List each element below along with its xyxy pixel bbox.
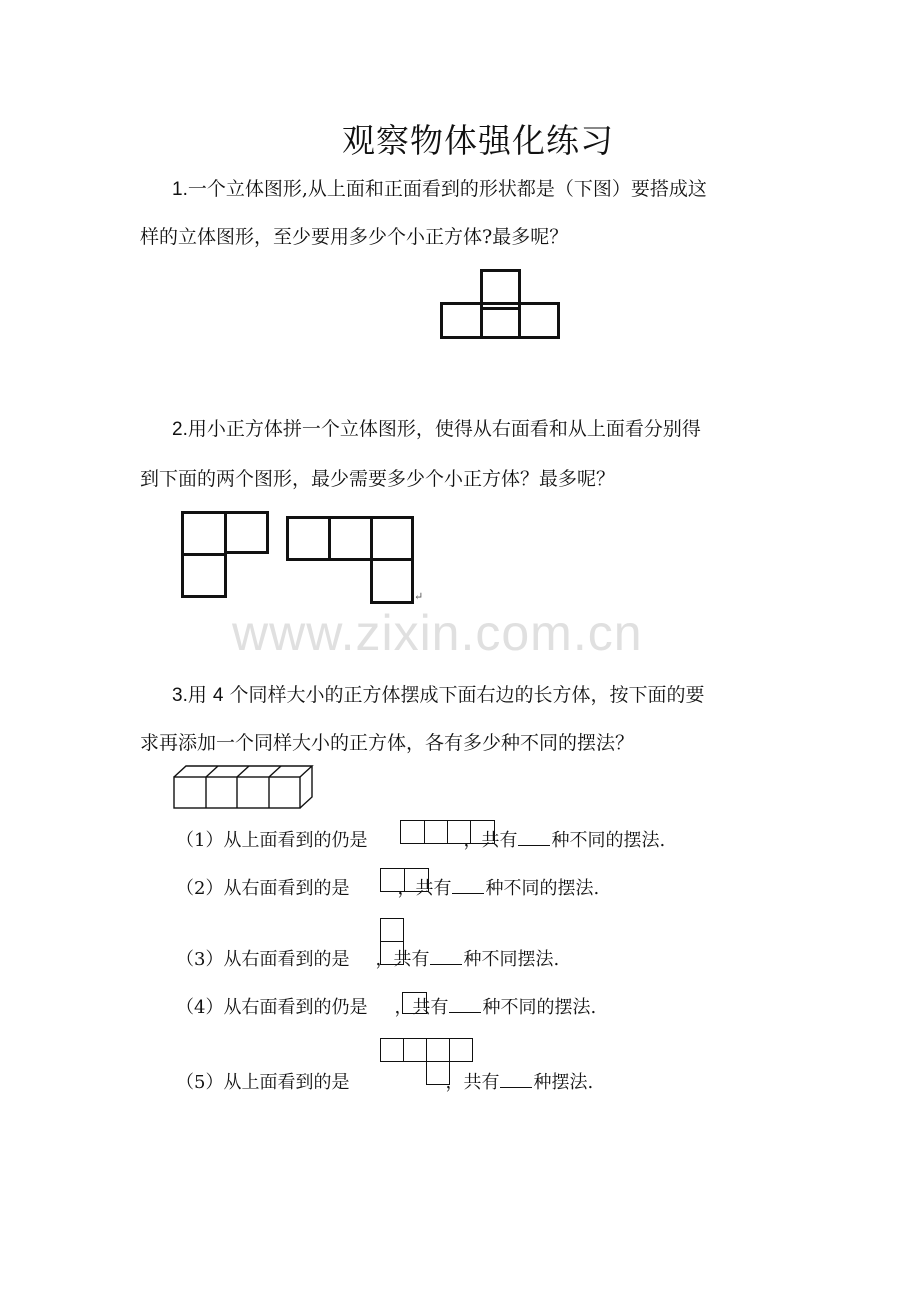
question-2-line-2: 到下面的两个图形，最少需要多少个小正方体？最多呢？ bbox=[140, 468, 616, 490]
question-3-text-1a: 用 bbox=[187, 684, 207, 706]
answer-blank[interactable] bbox=[452, 892, 484, 894]
small-square bbox=[400, 820, 425, 844]
item-label: （5） bbox=[176, 1072, 224, 1093]
item-label: （2） bbox=[176, 878, 224, 899]
item-text: 种摆法. bbox=[533, 1072, 594, 1093]
item-text: 种不同的摆法. bbox=[482, 997, 597, 1018]
small-square bbox=[426, 1038, 450, 1062]
q3-cuboid-figure bbox=[173, 765, 315, 809]
q2-top-view-square bbox=[370, 558, 414, 604]
small-square bbox=[470, 820, 495, 844]
q3-item-3 bbox=[176, 945, 559, 971]
small-square bbox=[380, 918, 404, 942]
answer-blank[interactable] bbox=[430, 963, 462, 965]
question-3-line-1 bbox=[172, 680, 705, 707]
item-text: ，共有 bbox=[394, 997, 449, 1018]
q2-top-view-square bbox=[370, 516, 414, 561]
question-1-number: 1. bbox=[172, 179, 188, 200]
page-title: 观察物体强化练习 bbox=[342, 121, 614, 160]
q1-square-left bbox=[440, 302, 483, 339]
small-square bbox=[380, 1038, 404, 1062]
small-square bbox=[380, 941, 404, 965]
answer-blank[interactable] bbox=[500, 1086, 532, 1088]
q2-right-view-square bbox=[181, 511, 227, 556]
question-2-text-1: 用小正方体拼一个立体图形，使得从右面看和从上面看分别得 bbox=[187, 418, 701, 440]
item-text: 种不同的摆法. bbox=[551, 830, 666, 851]
item-text: 种不同摆法. bbox=[463, 949, 560, 970]
q3-item-4 bbox=[176, 993, 596, 1019]
question-1-line-2: 样的立体图形，至少要用多少个小正方体?最多呢？ bbox=[140, 226, 569, 248]
q1-square-right bbox=[518, 302, 560, 339]
small-square bbox=[449, 1038, 473, 1062]
question-2-number: 2. bbox=[172, 419, 188, 440]
q2-top-view-square bbox=[286, 516, 331, 561]
item-text: 从上面看到的是 bbox=[223, 1072, 350, 1093]
item-text: ，共有 bbox=[463, 830, 518, 851]
item-text: 从右面看到的是 bbox=[223, 878, 350, 899]
answer-blank[interactable] bbox=[518, 844, 550, 846]
answer-blank[interactable] bbox=[449, 1011, 481, 1013]
item-text: 从右面看到的是 bbox=[223, 949, 350, 970]
small-square bbox=[426, 1061, 450, 1085]
question-2-line-1 bbox=[172, 414, 701, 441]
small-square bbox=[447, 820, 471, 844]
item-label: （1） bbox=[176, 830, 224, 851]
question-3-number: 3. bbox=[172, 685, 188, 706]
question-1-text-1: 一个立体图形,从上面和正面看到的形状都是（下图）要搭成这 bbox=[187, 178, 707, 200]
question-3-line-2: 求再添加一个同样大小的正方体，各有多少种不同的摆法？ bbox=[140, 732, 635, 754]
return-mark: ↵ bbox=[414, 590, 424, 603]
small-square bbox=[402, 992, 427, 1014]
item-text: ，共有 bbox=[375, 949, 430, 970]
small-square bbox=[380, 868, 405, 892]
q2-top-view-square bbox=[328, 516, 373, 561]
item-text: 种不同的摆法. bbox=[485, 878, 600, 899]
q2-right-view-square bbox=[181, 553, 227, 598]
item-text: ，共有 bbox=[397, 878, 452, 899]
item-text: 从右面看到的仍是 bbox=[223, 997, 368, 1018]
small-square bbox=[424, 820, 448, 844]
question-3-count: 4 bbox=[212, 685, 224, 706]
small-square bbox=[404, 868, 429, 892]
item-text: 从上面看到的仍是 bbox=[223, 830, 368, 851]
q2-right-view-square bbox=[224, 511, 269, 554]
question-1-line-1 bbox=[172, 174, 707, 201]
question-3-text-1b: 个同样大小的正方体摆成下面右边的长方体，按下面的要 bbox=[229, 684, 705, 706]
q1-square-middle bbox=[480, 302, 521, 339]
item-label: （4） bbox=[176, 997, 224, 1018]
q3-item-5 bbox=[176, 1068, 593, 1094]
item-text: ，共有 bbox=[445, 1072, 500, 1093]
watermark: www.zixin.com.cn bbox=[232, 605, 643, 661]
small-square bbox=[403, 1038, 427, 1062]
item-label: （3） bbox=[176, 949, 224, 970]
